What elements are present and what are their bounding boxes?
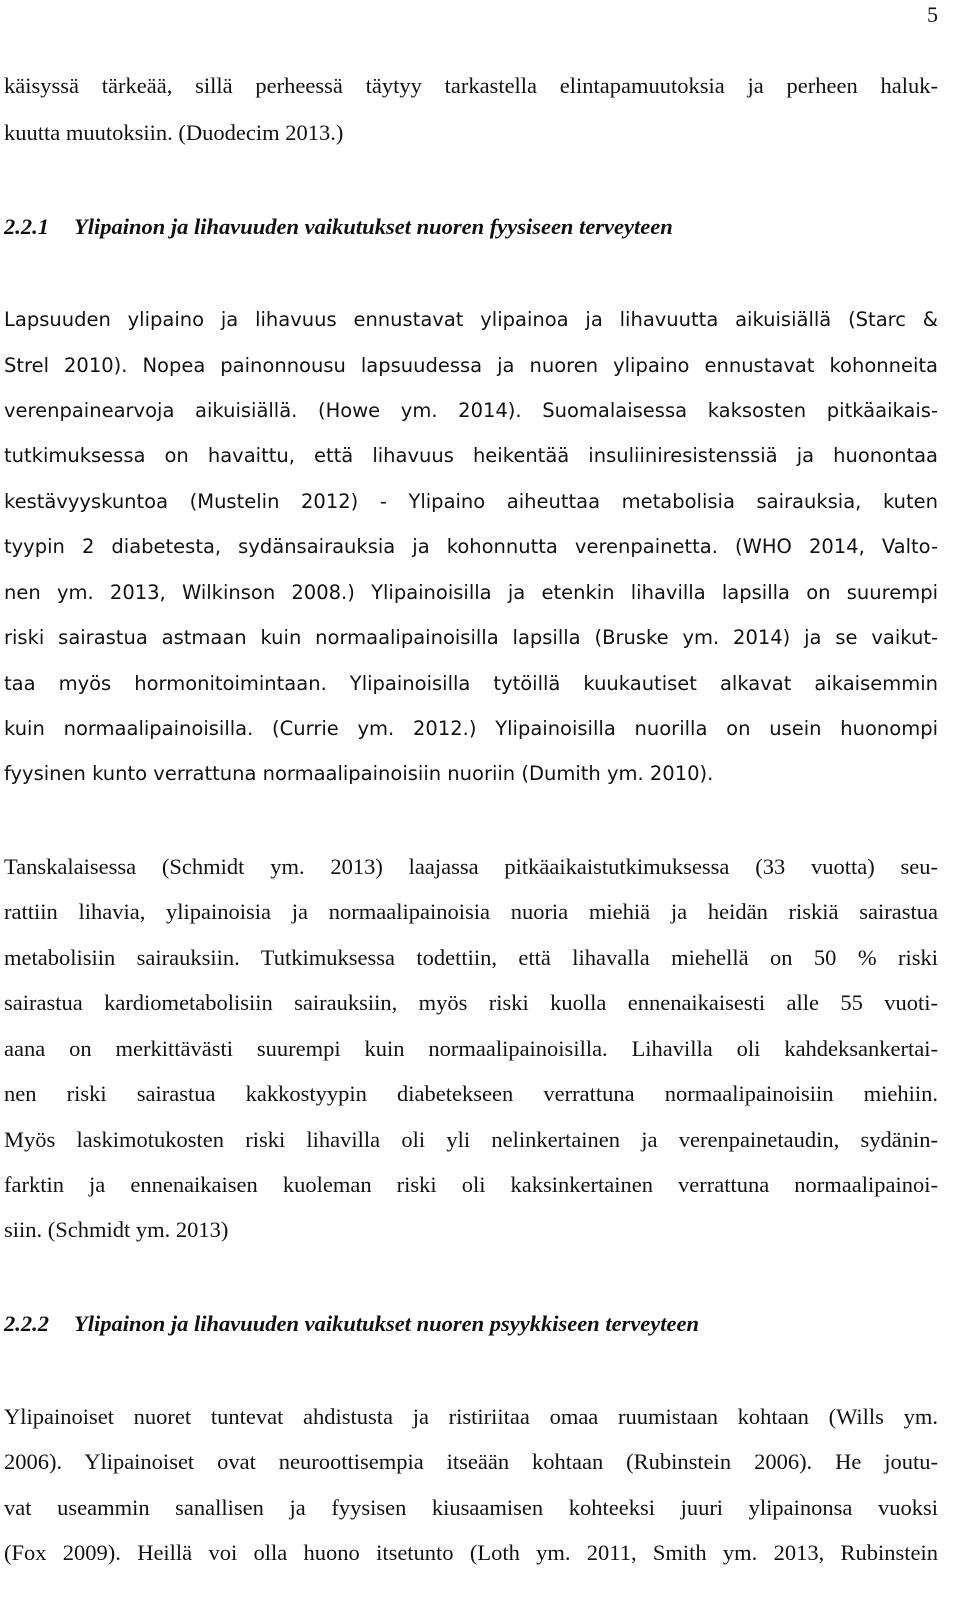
section-title: Ylipainon ja lihavuuden vaikutukset nuoren fyysiseen terveyteen	[74, 214, 673, 239]
text-line: sairastua kardiometabolisiin sairauksiin, myös riski kuolla ennenaikaisesti alle 55 vuoti-	[4, 990, 938, 1015]
text-line: vat useammin sanallisen ja fyysisen kiusaamisen kohteeksi juuri ylipainonsa vuoksi	[4, 1495, 938, 1520]
text-line: rattiin lihavia, ylipainoisia ja normaalipainoisia nuoria miehiä ja heidän riskiä sairastua	[4, 899, 938, 924]
text-line: farktin ja ennenaikaisen kuoleman riski oli kaksinkertainen verrattuna normaalipainoi-	[4, 1172, 938, 1197]
text-line: metabolisiin sairauksiin. Tutkimuksessa todettiin, että lihavalla miehellä on 50 % riski	[4, 945, 938, 970]
text-line: tyypin 2 diabetesta, sydänsairauksia ja kohonnutta verenpainetta. (WHO 2014, Valto-	[4, 535, 938, 558]
text-line: taa myös hormonitoimintaan. Ylipainoisilla tytöillä kuukautiset alkavat aikaisemmin	[4, 672, 938, 695]
text-line: nen ym. 2013, Wilkinson 2008.) Ylipainoisilla ja etenkin lihavilla lapsilla on suurempi	[4, 581, 938, 604]
text-line: verenpainearvoja aikuisiällä. (Howe ym. 2014). Suomalaisessa kaksosten pitkäaikais-	[4, 399, 938, 422]
text-line: riski sairastua astmaan kuin normaalipainoisilla lapsilla (Bruske ym. 2014) ja se vaikut-	[4, 626, 938, 649]
section-heading	[4, 1310, 699, 1338]
section-title: Ylipainon ja lihavuuden vaikutukset nuoren psyykkiseen terveyteen	[74, 1311, 700, 1336]
text-line: fyysinen kunto verrattuna normaalipainoisiin nuoriin (Dumith ym. 2010).	[4, 762, 714, 785]
text-line: kuutta muutoksiin. (Duodecim 2013.)	[4, 120, 344, 145]
text-line: tutkimuksessa on havaittu, että lihavuus heikentää insuliiniresistenssiä ja huonontaa	[4, 444, 938, 467]
text-line: Lapsuuden ylipaino ja lihavuus ennustavat ylipainoa ja lihavuutta aikuisiällä (Starc &	[4, 308, 938, 331]
section-number: 2.2.2	[4, 1311, 49, 1336]
text-line: Tanskalaisessa (Schmidt ym. 2013) laajassa pitkäaikaistutkimuksessa (33 vuotta) seu-	[4, 854, 938, 879]
text-line: käisyssä tärkeää, sillä perheessä täytyy tarkastella elintapamuutoksia ja perheen haluk-	[4, 73, 938, 98]
text-line: nen riski sairastua kakkostyypin diabetekseen verrattuna normaalipainoisiin miehiin.	[4, 1081, 938, 1106]
text-line: 2006). Ylipainoiset ovat neuroottisempia itseään kohtaan (Rubinstein 2006). He joutu-	[4, 1449, 938, 1474]
text-line: (Fox 2009). Heillä voi olla huono itsetunto (Loth ym. 2011, Smith ym. 2013, Rubinstein	[4, 1540, 938, 1565]
section-number: 2.2.1	[4, 214, 49, 239]
page-number: 5	[927, 2, 938, 27]
text-line: kestävyyskuntoa (Mustelin 2012) - Ylipaino aiheuttaa metabolisia sairauksia, kuten	[4, 490, 938, 513]
section-heading	[4, 213, 673, 241]
text-line: aana on merkittävästi suurempi kuin normaalipainoisilla. Lihavilla oli kahdeksankertai-	[4, 1036, 938, 1061]
text-line: kuin normaalipainoisilla. (Currie ym. 2012.) Ylipainoisilla nuorilla on usein huonompi	[4, 717, 938, 740]
text-line: Ylipainoiset nuoret tuntevat ahdistusta ja ristiriitaa omaa ruumistaan kohtaan (Wills ym.	[4, 1404, 938, 1429]
text-line: Myös laskimotukosten riski lihavilla oli yli nelinkertainen ja verenpainetaudin, sydänin-	[4, 1127, 938, 1152]
text-line: Strel 2010). Nopea painonnousu lapsuudessa ja nuoren ylipaino ennustavat kohonneita	[4, 354, 938, 377]
text-line: siin. (Schmidt ym. 2013)	[4, 1217, 229, 1242]
